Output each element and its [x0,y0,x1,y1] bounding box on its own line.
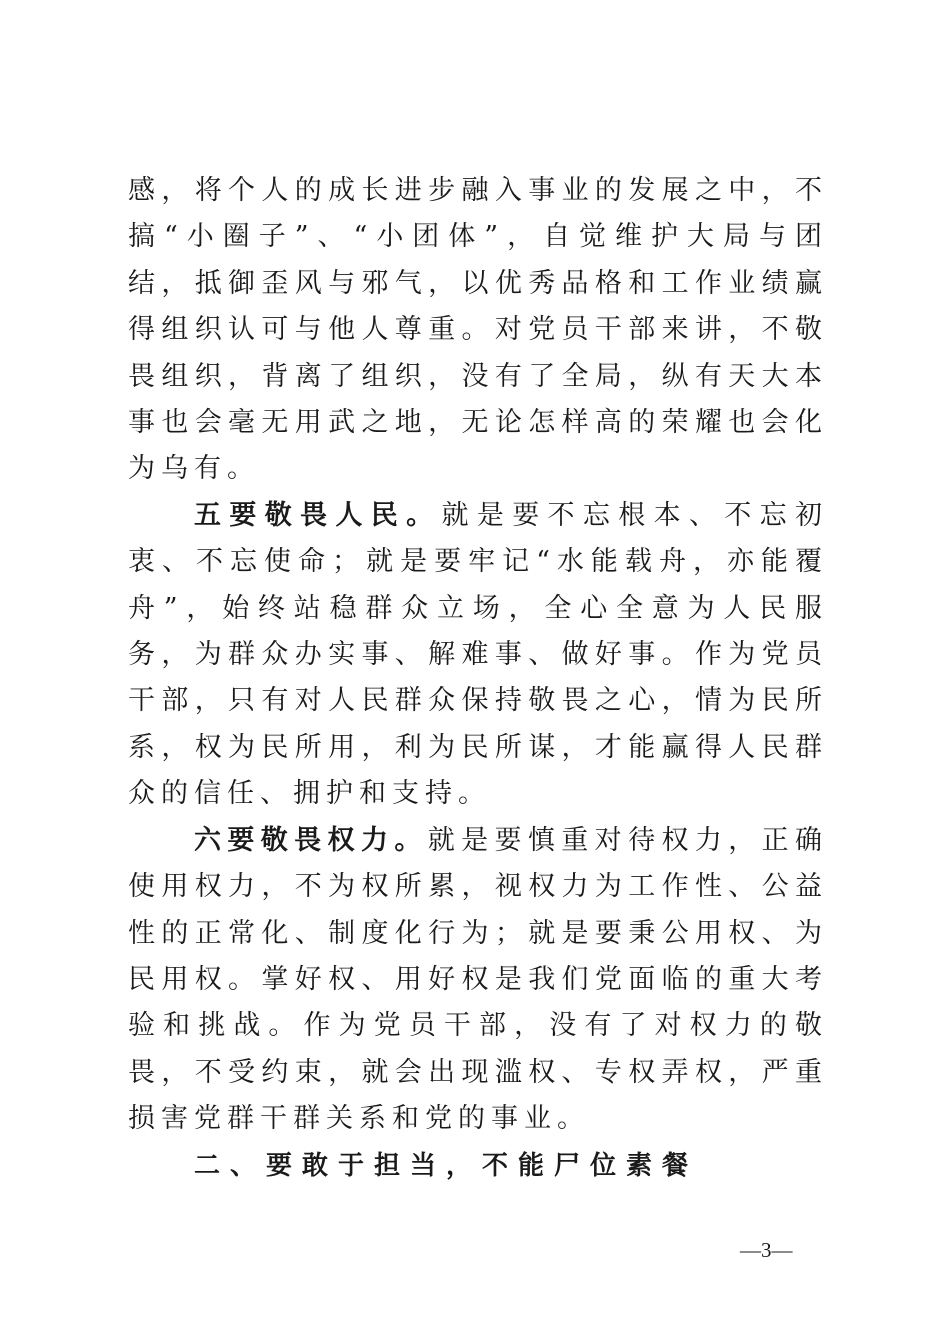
paragraph-text: 就是要慎重对待权力，正确使用权力，不为权所累，视权力为工作性、公益性的正常化、制度化行为；就是要秉公用权、为民用权。掌好权、用好权是我们党面临的重大考验和挑战。作为党员干部，没有了对权力的敬畏，不受约束，就会出现滥权、专权弄权，严重损害党群干群关系和党的事业。 [128,824,829,1135]
paragraph-organization [128,168,828,493]
page-number: —3— [740,1238,793,1262]
section-heading: 二、要敢于担当，不能尸位素餐 [194,1150,699,1181]
paragraph-revere-power [128,818,828,1143]
paragraph-lead: 五要敬畏人民。 [194,499,442,531]
paragraph-text: 感，将个人的成长进步融入事业的发展之中，不搞“小圈子”、“小团体”，自觉维护大局与团结，抵御歪风与邪气，以优秀品格和工作业绩赢得组织认可与他人尊重。对党员干部来讲，不敬畏组织，背离了组织，没有了全局，纵有天大本事也会毫无用武之地，无论怎样高的荣耀也会化为乌有。 [128,175,828,485]
body-text [128,168,828,1189]
paragraph-text: 就是要不忘根本、不忘初衷、不忘使命；就是要牢记“水能载舟，亦能覆舟”，始终站稳群众立场，全心全意为人民服务，为群众办实事、解难事、做好事。作为党员干部，只有对人民群众保持敬畏之心，情为民所系，权为民所用，利为民所谋，才能赢得人民群众的信任、拥护和支持。 [128,499,829,810]
paragraph-revere-people [128,493,828,818]
paragraph-lead: 六要敬畏权力。 [194,824,428,856]
